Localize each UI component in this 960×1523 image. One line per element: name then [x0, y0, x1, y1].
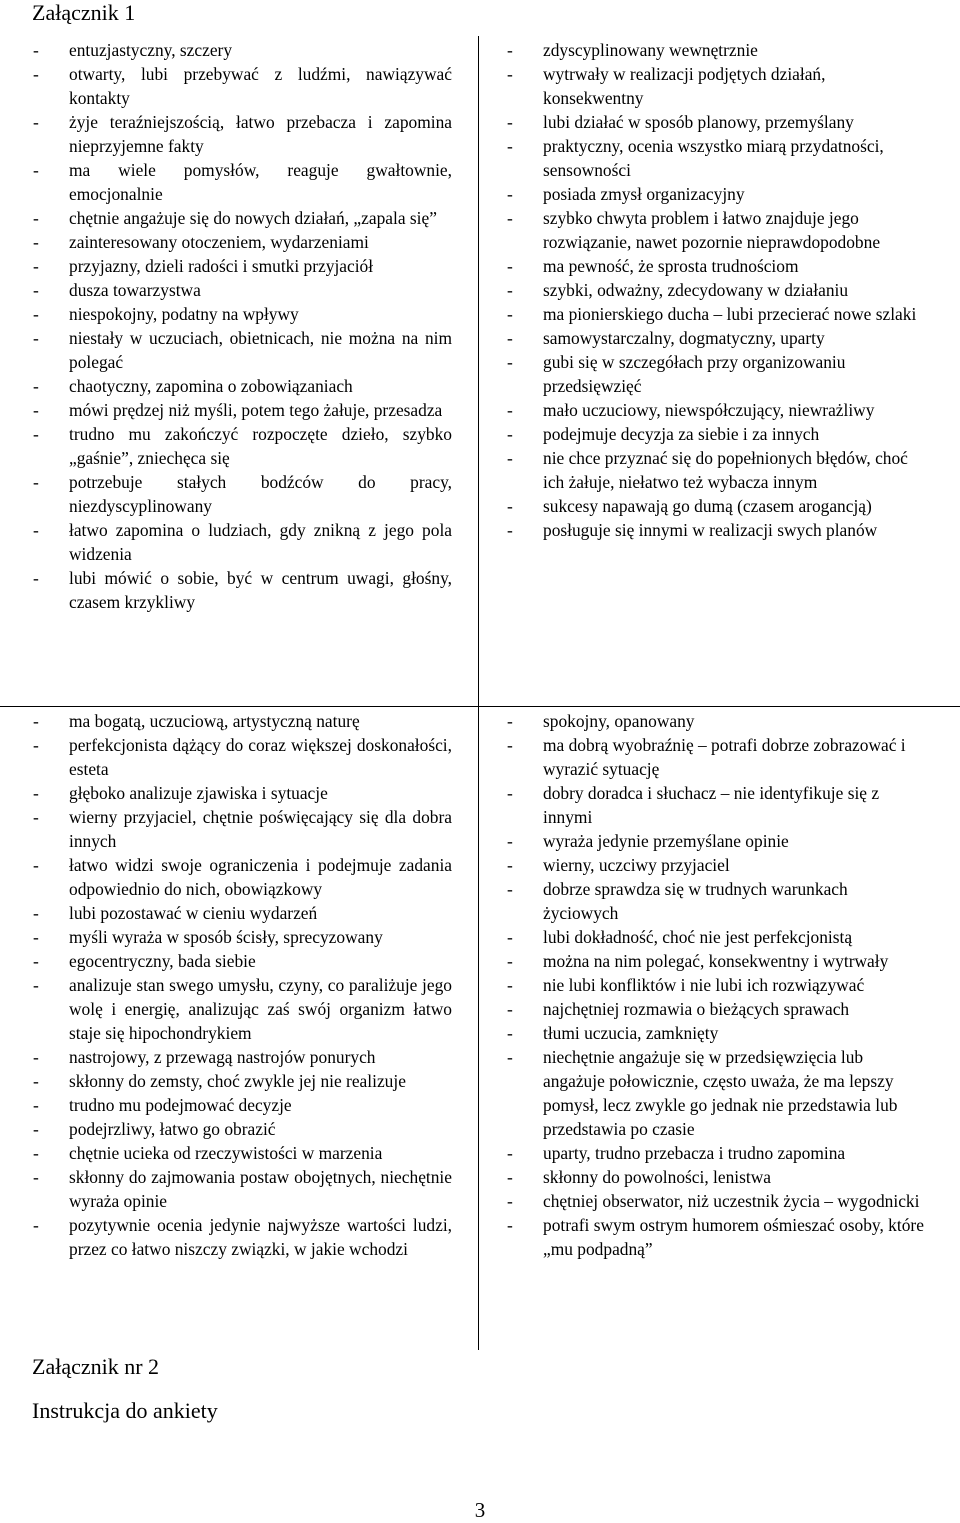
list-item: - chętnie angażuje się do nowych działań, „zapala się”: [32, 206, 452, 230]
list-item: - głęboko analizuje zjawiska i sytuacje: [32, 781, 452, 805]
list-item: - lubi pozostawać w cieniu wydarzeń: [32, 901, 452, 925]
list-item: - praktyczny, ocenia wszystko miarą przydatności, sensowności: [506, 134, 926, 182]
list-item: - wyraża jedynie przemyślane opinie: [506, 829, 926, 853]
list-item: - tłumi uczucia, zamknięty: [506, 1021, 926, 1045]
annex-2-title: Załącznik nr 2: [32, 1354, 160, 1379]
list-item: - lubi działać w sposób planowy, przemyślany: [506, 110, 926, 134]
list-item: - niespokojny, podatny na wpływy: [32, 302, 452, 326]
traits-top-section: [0, 36, 960, 706]
list-item: - perfekcjonista dążący do coraz większej doskonałości, esteta: [32, 733, 452, 781]
list-item: - analizuje stan swego umysłu, czyny, co paraliżuje jego wolę i energię, analizując zaś swój organizm łatwo staje się hipochondrykiem: [32, 973, 452, 1045]
list-item: - lubi mówić o sobie, być w centrum uwagi, głośny, czasem krzykliwy: [32, 566, 452, 614]
list-item: - samowystarczalny, dogmatyczny, uparty: [506, 326, 926, 350]
list-item: - ma wiele pomysłów, reaguje gwałtownie, emocjonalnie: [32, 158, 452, 206]
list-item: - entuzjastyczny, szczery: [32, 38, 452, 62]
list-item: - szybko chwyta problem i łatwo znajduje jego rozwiązanie, nawet pozornie nieprawdopodobne: [506, 206, 926, 254]
traits-bottom-section: [0, 706, 960, 1351]
trait-list: [506, 709, 926, 1261]
list-item: - wierny przyjaciel, chętnie poświęcający się dla dobra innych: [32, 805, 452, 853]
list-item: - podejrzliwy, łatwo go obrazić: [32, 1117, 452, 1141]
list-item: - uparty, trudno przebacza i trudno zapomina: [506, 1141, 926, 1165]
list-item: - nie lubi konfliktów i nie lubi ich rozwiązywać: [506, 973, 926, 997]
instructions-title: Instrukcja do ankiety: [32, 1398, 218, 1423]
list-item: - najchętniej rozmawia o bieżących sprawach: [506, 997, 926, 1021]
list-item: - ma bogatą, uczuciową, artystyczną naturę: [32, 709, 452, 733]
list-item: - dusza towarzystwa: [32, 278, 452, 302]
list-item: - egocentryczny, bada siebie: [32, 949, 452, 973]
list-item: - potrafi swym ostrym humorem ośmieszać osoby, które „mu podpadną”: [506, 1213, 926, 1261]
list-item: - skłonny do zajmowania postaw obojętnych, niechętnie wyraża opinie: [32, 1165, 452, 1213]
list-item: - ma pionierskiego ducha – lubi przecierać nowe szlaki: [506, 302, 926, 326]
annex-1-title: Załącznik 1: [32, 0, 136, 25]
list-item: - pozytywnie ocenia jedynie najwyższe wartości ludzi, przez co łatwo niszczy związki, w jakie wchodzi: [32, 1213, 452, 1261]
list-item: - dobrze sprawdza się w trudnych warunkach życiowych: [506, 877, 926, 925]
list-item: - nastrojowy, z przewagą nastrojów ponurych: [32, 1045, 452, 1069]
list-item: - lubi dokładność, choć nie jest perfekcjonistą: [506, 925, 926, 949]
list-item: - myśli wyraża w sposób ścisły, sprecyzowany: [32, 925, 452, 949]
list-item: - trudno mu podejmować decyzje: [32, 1093, 452, 1117]
quadrant-bottom-left: [32, 709, 452, 1261]
list-item: - zdyscyplinowany wewnętrznie: [506, 38, 926, 62]
list-item: - łatwo widzi swoje ograniczenia i podejmuje zadania odpowiednio do nich, obowiązkowy: [32, 853, 452, 901]
trait-list: [32, 709, 452, 1261]
quadrant-top-right: [506, 38, 926, 542]
list-item: - niechętnie angażuje się w przedsięwzięcia lub angażuje połowicznie, często uważa, że ma lepszy pomysł, lecz zwykle go jednak nie przedstawia lub przedstawia po czasie: [506, 1045, 926, 1141]
list-item: - potrzebuje stałych bodźców do pracy, niezdyscyplinowany: [32, 470, 452, 518]
list-item: - dobry doradca i słuchacz – nie identyfikuje się z innymi: [506, 781, 926, 829]
list-item: - łatwo zapomina o ludziach, gdy znikną z jego pola widzenia: [32, 518, 452, 566]
list-item: - skłonny do zemsty, choć zwykle jej nie realizuje: [32, 1069, 452, 1093]
list-item: - gubi się w szczegółach przy organizowaniu przedsięwzięć: [506, 350, 926, 398]
list-item: - mało uczuciowy, niewspółczujący, niewrażliwy: [506, 398, 926, 422]
list-item: - chętniej obserwator, niż uczestnik życia – wygodnicki: [506, 1189, 926, 1213]
list-item: - chaotyczny, zapomina o zobowiązaniach: [32, 374, 452, 398]
list-item: - chętnie ucieka od rzeczywistości w marzenia: [32, 1141, 452, 1165]
list-item: - posługuje się innymi w realizacji swych planów: [506, 518, 926, 542]
list-item: - otwarty, lubi przebywać z ludźmi, nawiązywać kontakty: [32, 62, 452, 110]
list-item: - mówi prędzej niż myśli, potem tego żałuje, przesadza: [32, 398, 452, 422]
list-item: - skłonny do powolności, lenistwa: [506, 1165, 926, 1189]
list-item: - ma dobrą wyobraźnię – potrafi dobrze zobrazować i wyrazić sytuację: [506, 733, 926, 781]
list-item: - sukcesy napawają go dumą (czasem arogancją): [506, 494, 926, 518]
trait-list: [506, 38, 926, 542]
list-item: - niestały w uczuciach, obietnicach, nie można na nim polegać: [32, 326, 452, 374]
page-number: 3: [474, 1498, 486, 1522]
list-item: - żyje teraźniejszością, łatwo przebacza i zapomina nieprzyjemne fakty: [32, 110, 452, 158]
list-item: - posiada zmysł organizacyjny: [506, 182, 926, 206]
list-item: - wierny, uczciwy przyjaciel: [506, 853, 926, 877]
trait-list: [32, 38, 452, 614]
quadrant-bottom-right: [506, 709, 926, 1261]
quadrant-top-left: [32, 38, 452, 614]
list-item: - można na nim polegać, konsekwentny i wytrwały: [506, 949, 926, 973]
list-item: - ma pewność, że sprosta trudnościom: [506, 254, 926, 278]
list-item: - nie chce przyznać się do popełnionych błędów, choć ich żałuje, niełatwo też wybacza innym: [506, 446, 926, 494]
list-item: - podejmuje decyzja za siebie i za innych: [506, 422, 926, 446]
list-item: - spokojny, opanowany: [506, 709, 926, 733]
list-item: - szybki, odważny, zdecydowany w działaniu: [506, 278, 926, 302]
list-item: - przyjazny, dzieli radości i smutki przyjaciół: [32, 254, 452, 278]
list-item: - trudno mu zakończyć rozpoczęte dzieło, szybko „gaśnie”, zniechęca się: [32, 422, 452, 470]
list-item: - zainteresowany otoczeniem, wydarzeniami: [32, 230, 452, 254]
list-item: - wytrwały w realizacji podjętych działań, konsekwentny: [506, 62, 926, 110]
